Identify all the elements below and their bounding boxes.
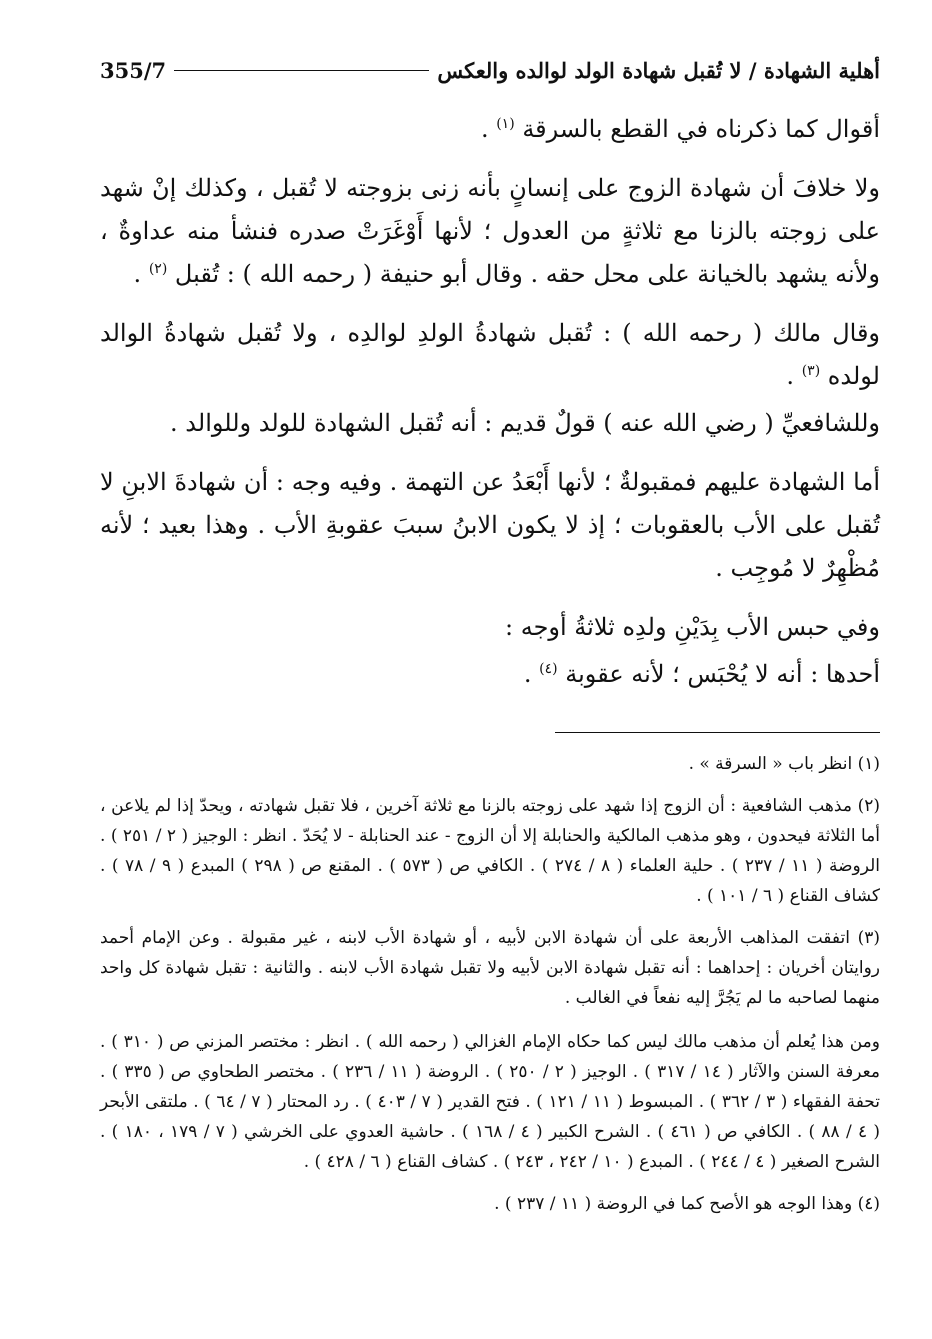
main-text xyxy=(100,108,880,696)
footnote-ref-3[interactable]: (٣) xyxy=(801,363,821,379)
paragraph-6: وفي حبس الأب بِدَيْنِ ولدِه ثلاثةُ أوجه : xyxy=(505,613,880,641)
paragraph-2: ولا خلافَ أن شهادة الزوج على إنسانٍ بأنه زنى بزوجته لا تُقبل ، وكذلك إنْ شهد على زوجته بالزنا مع ثلاثةٍ من العدول ؛ لأنها أَوْغَرَتْ صدره فنشأ منه عداوةٌ ، ولأنه يشهد بالخيانة على محل حقه . وقال أبو حنيفة ( رحمه الله ) : تُقبل $^{(٢)}$ . xyxy=(100,174,880,288)
paragraph-7: أحدها : أنه لا يُحْبَس ؛ لأنه عقوبة $^{(٤)}$ . xyxy=(523,660,880,688)
footnotes xyxy=(100,749,880,1219)
footnote-3: (٣) اتفقت المذاهب الأربعة على أن شهادة الابن لأبيه ، أو شهادة الأب لابنه ، غير مقبولة . وعن الإمام أحمد روايتان أخريان : إحداهما : أنه تقبل شهادة الابن لأبيه ولا تقبل شهادة الأب لابنه . والثانية : تقبل شهادة كل واحد منهما لصاحبه ما لم يَجُرَّ إليه نفعاً في الغالب . xyxy=(100,928,880,1008)
page-number: 355/7 xyxy=(100,57,167,83)
footnote-ref-1[interactable]: (١) xyxy=(496,116,515,132)
running-head xyxy=(100,50,880,90)
paragraph-4: وللشافعيِّ ( رضي الله عنه ) قولٌ قديم : أنه تُقبل الشهادة للولد وللوالد . xyxy=(170,409,880,437)
footnote-2: (٢) مذهب الشافعية : أن الزوج إذا شهد على زوجته بالزنا مع ثلاثة آخرين ، فلا تقبل شهادته ، ويحدّ إذا لم يلاعن ، أما الثلاثة فيحدون ، وهو مذهب المالكية والحنابلة إلا أن الزوج - عند الحنابلة - لا يُحَدّ . انظر : الوجيز ( ٢ / ٢٥١ ) . الروضة ( ١١ / ٢٣٧ ) . حلية العلماء ( ٨ / ٢٧٤ ) . الكافي ص ( ٥٧٣ ) . المقنع ص ( ٢٩٨ ) المبدع ( ٩ / ٧٨ ) . كشاف القناع ( ٦ / ١٠١ ) . xyxy=(100,796,880,906)
footnote-3-continued: ومن هذا يُعلم أن مذهب مالك ليس كما حكاه الإمام الغزالي ( رحمه الله ) . انظر : مختصر المزني ص ( ٣١٠ ) . معرفة السنن والآثار ( ١٤ / ٣١٧ ) . الوجيز ( ٢ / ٢٥٠ ) . الروضة ( ١١ / ٢٣٦ ) . مختصر الطحاوي ص ( ٣٣٥ ) . تحفة الفقهاء ( ٣ / ٣٦٢ ) . المبسوط ( ١١ / ١٢١ ) . فتح القدير ( ٧ / ٤٠٣ ) . رد المحتار ( ٧ / ٦٤ ) . ملتقى الأبحر ( ٤ / ٨٨ ) . الكافي ص ( ٤٦١ ) . الشرح الكبير ( ٤ / ١٦٨ ) . حاشية العدوي على الخرشي ( ٧ / ١٧٩ ، ١٨٠ ) . الشرح الصغير ( ٤ / ٢٤٤ ) . المبدع ( ١٠ / ٢٤٢ ، ٢٤٣ ) . كشاف القناع ( ٦ / ٤٢٨ ) . xyxy=(100,1032,880,1172)
paragraph-5: أما الشهادة عليهم فمقبولةٌ ؛ لأنها أَبْعَدُ عن التهمة . وفيه وجه : أن شهادةَ الابنِ لا تُقبل على الأب بالعقوبات ؛ إذ لا يكون الابنُ سببَ عقوبةِ الأب . وهذا بعيد ؛ لأنه مُظْهِرٌ لا مُوجِب . xyxy=(100,468,880,582)
footnote-ref-2[interactable]: (٢) xyxy=(148,261,168,277)
paragraph-1: أقوال كما ذكرناه في القطع بالسرقة $^{(١)}$ . xyxy=(480,115,880,143)
running-head-title: أهلية الشهادة / لا تُقبل شهادة الولد لوالده والعكس xyxy=(437,57,880,83)
document-page xyxy=(100,50,880,1310)
footnote-separator xyxy=(555,732,880,733)
paragraph-3: وقال مالك ( رحمه الله ) : تُقبل شهادةُ الولدِ لوالدِه ، ولا تُقبل شهادةُ الوالد لولده $^{(٣)}$ . xyxy=(100,319,880,390)
footnote-ref-4[interactable]: (٤) xyxy=(539,661,558,677)
running-head-rule xyxy=(174,70,429,71)
footnote-1: (١) انظر باب « السرقة » . xyxy=(688,754,880,774)
footnote-4: (٤) وهذا الوجه هو الأصح كما في الروضة ( ١١ / ٢٣٧ ) . xyxy=(494,1194,880,1214)
